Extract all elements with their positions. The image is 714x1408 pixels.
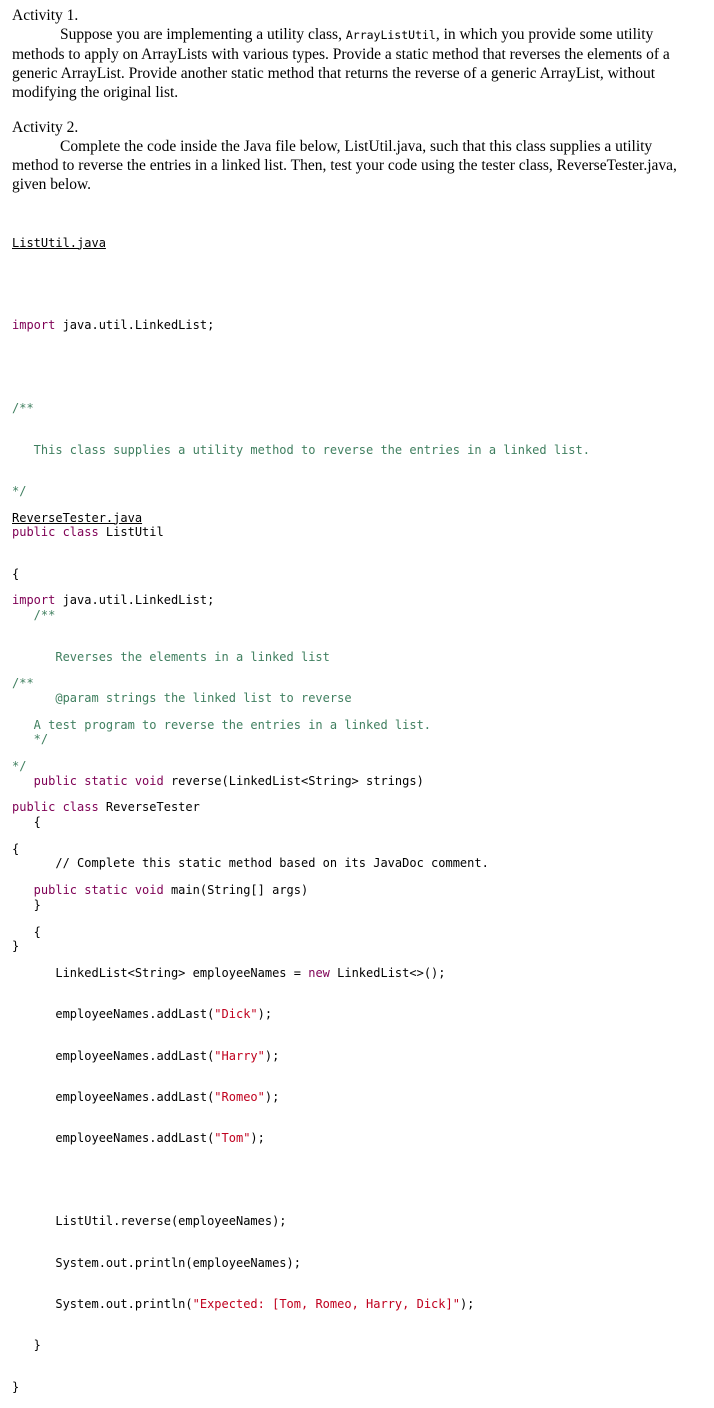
reversetester-print-expected: System.out.println("Expected: [Tom, Romeo, Harry, Dick]"); [12,1297,475,1312]
listutil-brace-open: { [12,566,20,581]
reversetester-add-line: employeeNames.addLast("Romeo"); [12,1090,280,1105]
reversetester-main-brace-open: { [12,924,41,939]
listutil-method-doc-line1: Reverses the elements in a linked list [12,649,330,664]
listutil-method-signature: public static void reverse(LinkedList<String> strings) [12,773,424,788]
listutil-method-brace-close: } [12,897,41,912]
listutil-method-doc-close: */ [12,732,49,747]
listutil-filename: ListUtil.java [12,235,106,250]
listutil-doc-text: This class supplies a utility method to reverse the entries in a linked list. [12,442,590,457]
listutil-doc-close: */ [12,483,27,498]
reversetester-add-line: employeeNames.addLast("Dick"); [12,1007,273,1022]
reversetester-brace-close: } [12,1379,20,1394]
listutil-method-brace-open: { [12,815,41,830]
activity-1-text-b: , in which you provide some utility methods to apply on ArrayLists with various types. Provide a static method that reverses the elements of a generic ArrayList. Provide another static method that returns the reverse of a generic ArrayList, without modifying the original list. [12,26,670,101]
reversetester-new-list: LinkedList<String> employeeNames = new LinkedList<>(); [12,965,446,980]
activity-1 [12,6,702,102]
listutil-doc-open: /** [12,401,34,416]
listutil-brace-close: } [12,939,20,954]
activity-2 [12,118,702,194]
reversetester-add-line: employeeNames.addLast("Harry"); [12,1048,280,1063]
reversetester-import: import java.util.LinkedList; [12,593,215,608]
reversetester-doc-open: /** [12,676,34,691]
reversetester-doc-close: */ [12,758,27,773]
activity-1-title: Activity 1. [12,7,79,24]
activity-2-title: Activity 2. [12,119,79,136]
reversetester-main-signature: public static void main(String[] args) [12,883,309,898]
reversetester-print-names: System.out.println(employeeNames); [12,1255,301,1270]
listutil-import: import java.util.LinkedList; [12,318,215,333]
reversetester-filename: ReverseTester.java [12,510,143,525]
activity-1-class-name: ArrayListUtil [345,28,436,42]
reversetester-class-decl: public class ReverseTester [12,800,200,815]
reversetester-add-line: employeeNames.addLast("Tom"); [12,1131,265,1146]
reversetester-doc-text: A test program to reverse the entries in a linked list. [12,717,432,732]
activity-2-body: Complete the code inside the Java file below, ListUtil.java, such that this class supplies a utility method to reverse the entries in a linked list. Then, test your code using the tester class, ReverseTester.java, given below. [12,138,677,193]
reversetester-main-brace-close: } [12,1338,41,1353]
activity-1-body [12,25,702,102]
listutil-method-doc-line2: @param strings the linked list to reverse [12,690,352,705]
listutil-method-comment: // Complete this static method based on its JavaDoc comment. [12,856,489,871]
listutil-method-doc-open: /** [12,608,56,623]
reversetester-code-block [12,484,474,1408]
activity-1-text-a: Suppose you are implementing a utility class, [60,26,346,43]
reversetester-brace-open: { [12,841,20,856]
listutil-class-decl: public class ListUtil [12,525,164,540]
reversetester-call-reverse: ListUtil.reverse(employeeNames); [12,1214,287,1229]
